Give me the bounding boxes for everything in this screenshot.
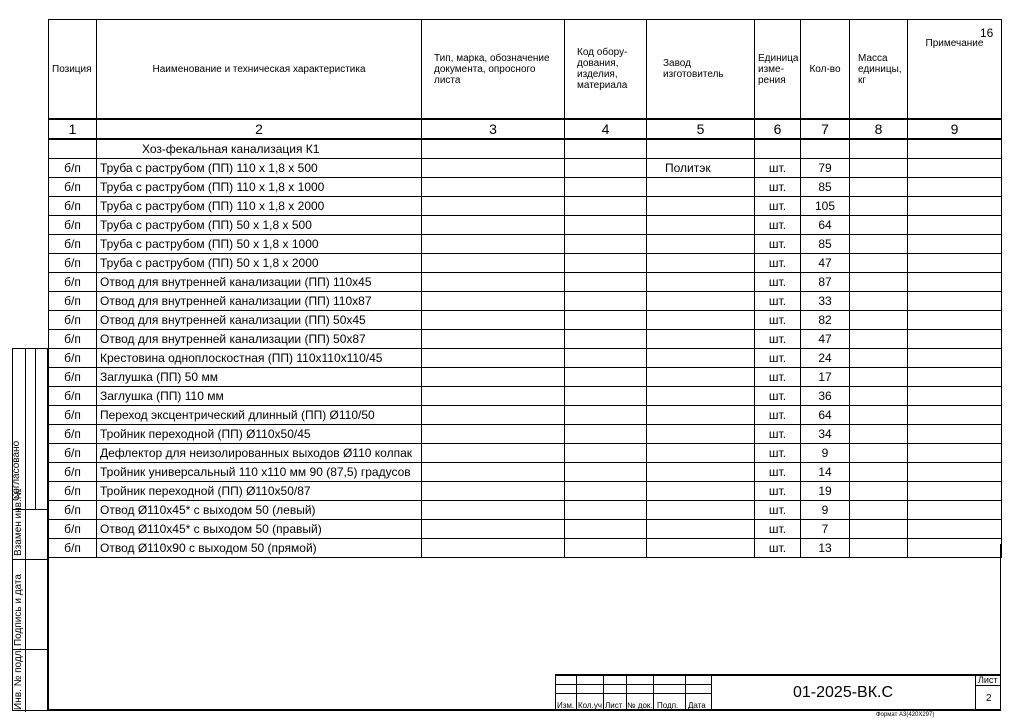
mass-cell — [850, 254, 908, 273]
position-cell: б/п — [49, 235, 97, 254]
position-cell: б/п — [49, 444, 97, 463]
type-cell — [422, 197, 565, 216]
qty-cell: 24 — [801, 349, 850, 368]
code-cell — [565, 520, 647, 539]
type-cell — [422, 349, 565, 368]
header-name: Наименование и техническая характеристика — [97, 20, 422, 120]
name-cell: Отвод для внутренней канализации (ПП) 50х87 — [97, 330, 422, 349]
position-cell: б/п — [49, 463, 97, 482]
plant-cell — [647, 444, 755, 463]
type-cell — [422, 216, 565, 235]
code-cell — [565, 178, 647, 197]
note-cell — [908, 235, 1002, 254]
plant-cell — [647, 292, 755, 311]
qty-cell: 105 — [801, 197, 850, 216]
position-cell: б/п — [49, 159, 97, 178]
type-cell — [422, 254, 565, 273]
code-cell — [565, 444, 647, 463]
name-cell: Отвод Ø110х45* с выходом 50 (правый) — [97, 520, 422, 539]
note-cell — [908, 330, 1002, 349]
plant-cell — [647, 273, 755, 292]
type-cell — [422, 235, 565, 254]
note-cell — [908, 406, 1002, 425]
unit-cell: шт. — [755, 463, 801, 482]
header-type: Тип, марка, обозначение документа, опросного листа — [422, 20, 565, 120]
unit-cell: шт. — [755, 159, 801, 178]
unit-cell: шт. — [755, 425, 801, 444]
qty-cell: 19 — [801, 482, 850, 501]
type-cell — [422, 292, 565, 311]
mass-cell — [850, 387, 908, 406]
unit-cell: шт. — [755, 292, 801, 311]
stamp-inv-no: Инв. № подл. — [13, 647, 24, 710]
mass-cell — [850, 349, 908, 368]
section-row — [49, 139, 1002, 159]
position-cell: б/п — [49, 311, 97, 330]
type-cell — [422, 520, 565, 539]
code-cell — [565, 482, 647, 501]
sheet-number: 2 — [986, 693, 992, 704]
table-row — [49, 501, 1002, 520]
qty-cell: 47 — [801, 330, 850, 349]
qty-cell: 33 — [801, 292, 850, 311]
table-row — [49, 425, 1002, 444]
unit-cell: шт. — [755, 311, 801, 330]
plant-cell — [647, 349, 755, 368]
note-cell — [908, 273, 1002, 292]
qty-cell: 34 — [801, 425, 850, 444]
name-cell: Отвод для внутренней канализации (ПП) 110х45 — [97, 273, 422, 292]
table-row — [49, 406, 1002, 425]
note-cell — [908, 520, 1002, 539]
unit-cell: шт. — [755, 482, 801, 501]
position-cell: б/п — [49, 368, 97, 387]
mass-cell — [850, 159, 908, 178]
note-cell — [908, 349, 1002, 368]
type-cell — [422, 406, 565, 425]
type-cell — [422, 425, 565, 444]
mass-cell — [850, 197, 908, 216]
mass-cell — [850, 520, 908, 539]
column-number-row — [49, 119, 1002, 139]
qty-cell: 14 — [801, 463, 850, 482]
position-cell: б/п — [49, 292, 97, 311]
type-cell — [422, 482, 565, 501]
name-cell: Тройник универсальный 110 х110 мм 90 (87,5) градусов — [97, 463, 422, 482]
type-cell — [422, 178, 565, 197]
unit-cell: шт. — [755, 368, 801, 387]
mass-cell — [850, 406, 908, 425]
name-cell: Отвод Ø110х45* с выходом 50 (левый) — [97, 501, 422, 520]
qty-cell: 13 — [801, 539, 850, 558]
code-cell — [565, 330, 647, 349]
document-code: 01-2025-ВК.С — [793, 684, 894, 701]
note-cell — [908, 368, 1002, 387]
note-cell — [908, 444, 1002, 463]
note-cell — [908, 254, 1002, 273]
name-cell: Заглушка (ПП) 50 мм — [97, 368, 422, 387]
table-row — [49, 254, 1002, 273]
plant-cell — [647, 463, 755, 482]
qty-cell: 87 — [801, 273, 850, 292]
note-cell — [908, 311, 1002, 330]
table-row — [49, 330, 1002, 349]
plant-cell: Политэк — [647, 159, 755, 178]
type-cell — [422, 311, 565, 330]
qty-cell: 79 — [801, 159, 850, 178]
title-block — [555, 674, 1001, 711]
qty-cell: 82 — [801, 311, 850, 330]
note-cell — [908, 501, 1002, 520]
position-cell: б/п — [49, 539, 97, 558]
header-mass: Масса единицы, кг — [850, 20, 908, 120]
name-cell: Тройник переходной (ПП) Ø110х50/87 — [97, 482, 422, 501]
mass-cell — [850, 463, 908, 482]
column-number: 2 — [97, 119, 422, 139]
mass-cell — [850, 311, 908, 330]
name-cell: Заглушка (ПП) 110 мм — [97, 387, 422, 406]
name-cell: Труба с раструбом (ПП) 50 х 1,8 х 500 — [97, 216, 422, 235]
table-row — [49, 273, 1002, 292]
code-cell — [565, 292, 647, 311]
column-number: 7 — [801, 119, 850, 139]
plant-cell — [647, 387, 755, 406]
name-cell: Труба с раструбом (ПП) 110 х 1,8 х 500 — [97, 159, 422, 178]
mass-cell — [850, 178, 908, 197]
qty-cell: 7 — [801, 520, 850, 539]
plant-cell — [647, 406, 755, 425]
name-cell: Труба с раструбом (ПП) 110 х 1,8 х 2000 — [97, 197, 422, 216]
side-stamp — [12, 348, 48, 711]
column-number: 1 — [49, 119, 97, 139]
type-cell — [422, 368, 565, 387]
mass-cell — [850, 216, 908, 235]
plant-cell — [647, 501, 755, 520]
header-plant: Завод изготовитель — [647, 20, 755, 120]
plant-cell — [647, 311, 755, 330]
tb-label-kol: Кол.уч — [578, 701, 602, 710]
code-cell — [565, 501, 647, 520]
note-cell — [908, 197, 1002, 216]
mass-cell — [850, 292, 908, 311]
qty-cell: 64 — [801, 216, 850, 235]
code-cell — [565, 216, 647, 235]
code-cell — [565, 235, 647, 254]
page-number: 16 — [980, 26, 994, 40]
header-note: Примечание — [908, 20, 1002, 120]
table-row — [49, 292, 1002, 311]
position-cell: б/п — [49, 349, 97, 368]
note-cell — [908, 482, 1002, 501]
position-cell: б/п — [49, 254, 97, 273]
code-cell — [565, 463, 647, 482]
mass-cell — [850, 330, 908, 349]
code-cell — [565, 349, 647, 368]
table-row — [49, 368, 1002, 387]
note-cell — [908, 292, 1002, 311]
position-cell: б/п — [49, 501, 97, 520]
name-cell: Отвод Ø110х90 с выходом 50 (прямой) — [97, 539, 422, 558]
plant-cell — [647, 254, 755, 273]
tb-label-sign: Подп. — [657, 701, 679, 710]
name-cell: Переход эксцентрический длинный (ПП) Ø110/50 — [97, 406, 422, 425]
plant-cell — [647, 368, 755, 387]
unit-cell: шт. — [755, 444, 801, 463]
plant-cell — [647, 178, 755, 197]
name-cell: Труба с раструбом (ПП) 50 х 1,8 х 1000 — [97, 235, 422, 254]
unit-cell: шт. — [755, 349, 801, 368]
unit-cell: шт. — [755, 235, 801, 254]
stamp-agreed: Согласовано — [11, 440, 22, 501]
name-cell: Труба с раструбом (ПП) 50 х 1,8 х 2000 — [97, 254, 422, 273]
unit-cell: шт. — [755, 178, 801, 197]
unit-cell: шт. — [755, 330, 801, 349]
position-cell: б/п — [49, 387, 97, 406]
qty-cell: 85 — [801, 178, 850, 197]
mass-cell — [850, 482, 908, 501]
qty-cell: 9 — [801, 444, 850, 463]
header-qty: Кол-во — [801, 20, 850, 120]
position-cell: б/п — [49, 216, 97, 235]
position-cell: б/п — [49, 273, 97, 292]
plant-cell — [647, 520, 755, 539]
table-row — [49, 216, 1002, 235]
name-cell: Труба с раструбом (ПП) 110 х 1,8 х 1000 — [97, 178, 422, 197]
sheet-label: Лист — [978, 675, 998, 685]
column-number: 6 — [755, 119, 801, 139]
name-cell: Крестовина одноплоскостная (ПП) 110х110х110/45 — [97, 349, 422, 368]
tb-label-doc: № док. — [627, 701, 653, 710]
type-cell — [422, 463, 565, 482]
type-cell — [422, 273, 565, 292]
position-cell: б/п — [49, 197, 97, 216]
mass-cell — [850, 368, 908, 387]
table-row — [49, 482, 1002, 501]
unit-cell: шт. — [755, 197, 801, 216]
table-row — [49, 178, 1002, 197]
tb-label-izm: Изм. — [557, 701, 575, 710]
column-number: 4 — [565, 119, 647, 139]
note-cell — [908, 178, 1002, 197]
mass-cell — [850, 501, 908, 520]
table-row — [49, 235, 1002, 254]
tb-label-date: Дата — [688, 701, 706, 710]
code-cell — [565, 311, 647, 330]
qty-cell: 9 — [801, 501, 850, 520]
type-cell — [422, 330, 565, 349]
code-cell — [565, 406, 647, 425]
code-cell — [565, 254, 647, 273]
position-cell: б/п — [49, 330, 97, 349]
mass-cell — [850, 444, 908, 463]
stamp-replaced-inv: Взамен инв.№ — [13, 488, 24, 556]
name-cell: Отвод для внутренней канализации (ПП) 50х45 — [97, 311, 422, 330]
table-row — [49, 311, 1002, 330]
unit-cell: шт. — [755, 254, 801, 273]
position-cell: б/п — [49, 425, 97, 444]
plant-cell — [647, 482, 755, 501]
code-cell — [565, 368, 647, 387]
type-cell — [422, 159, 565, 178]
unit-cell: шт. — [755, 520, 801, 539]
column-number: 5 — [647, 119, 755, 139]
unit-cell: шт. — [755, 273, 801, 292]
table-row — [49, 197, 1002, 216]
note-cell — [908, 216, 1002, 235]
code-cell — [565, 387, 647, 406]
qty-cell: 47 — [801, 254, 850, 273]
unit-cell: шт. — [755, 216, 801, 235]
code-cell — [565, 159, 647, 178]
position-cell: б/п — [49, 406, 97, 425]
table-row — [49, 349, 1002, 368]
name-cell: Отвод для внутренней канализации (ПП) 110х87 — [97, 292, 422, 311]
note-cell — [908, 463, 1002, 482]
type-cell — [422, 501, 565, 520]
plant-cell — [647, 197, 755, 216]
plant-cell — [647, 330, 755, 349]
note-cell — [908, 387, 1002, 406]
type-cell — [422, 387, 565, 406]
stamp-sign-date: Подпись и дата — [13, 574, 24, 646]
column-number: 8 — [850, 119, 908, 139]
table-row — [49, 159, 1002, 178]
name-cell: Дефлектор для неизолированных выходов Ø110 колпак — [97, 444, 422, 463]
plant-cell — [647, 216, 755, 235]
qty-cell: 64 — [801, 406, 850, 425]
type-cell — [422, 444, 565, 463]
unit-cell: шт. — [755, 539, 801, 558]
column-number: 9 — [908, 119, 1002, 139]
mass-cell — [850, 235, 908, 254]
code-cell — [565, 273, 647, 292]
table-row — [49, 463, 1002, 482]
name-cell: Тройник переходной (ПП) Ø110х50/45 — [97, 425, 422, 444]
position-cell: б/п — [49, 178, 97, 197]
qty-cell: 17 — [801, 368, 850, 387]
qty-cell: 85 — [801, 235, 850, 254]
format-note: Формат А3(420Х297) — [876, 712, 935, 718]
plant-cell — [647, 425, 755, 444]
note-cell — [908, 425, 1002, 444]
header-code: Код обору-дования, изделия, материала — [565, 20, 647, 120]
code-cell — [565, 197, 647, 216]
section-title: Хоз-фекальная канализация К1 — [97, 139, 422, 159]
specification-table — [48, 19, 1002, 558]
header-position: Позиция — [49, 20, 97, 120]
note-cell — [908, 159, 1002, 178]
position-cell: б/п — [49, 482, 97, 501]
mass-cell — [850, 273, 908, 292]
header-row — [49, 20, 1002, 120]
plant-cell — [647, 235, 755, 254]
header-unit: Единица изме-рения — [755, 20, 801, 120]
qty-cell: 36 — [801, 387, 850, 406]
mass-cell — [850, 425, 908, 444]
unit-cell: шт. — [755, 501, 801, 520]
position-cell: б/п — [49, 520, 97, 539]
unit-cell: шт. — [755, 406, 801, 425]
table-row — [49, 520, 1002, 539]
table-row — [49, 444, 1002, 463]
table-row — [49, 387, 1002, 406]
column-number: 3 — [422, 119, 565, 139]
tb-label-list: Лист — [605, 701, 623, 710]
unit-cell: шт. — [755, 387, 801, 406]
code-cell — [565, 425, 647, 444]
